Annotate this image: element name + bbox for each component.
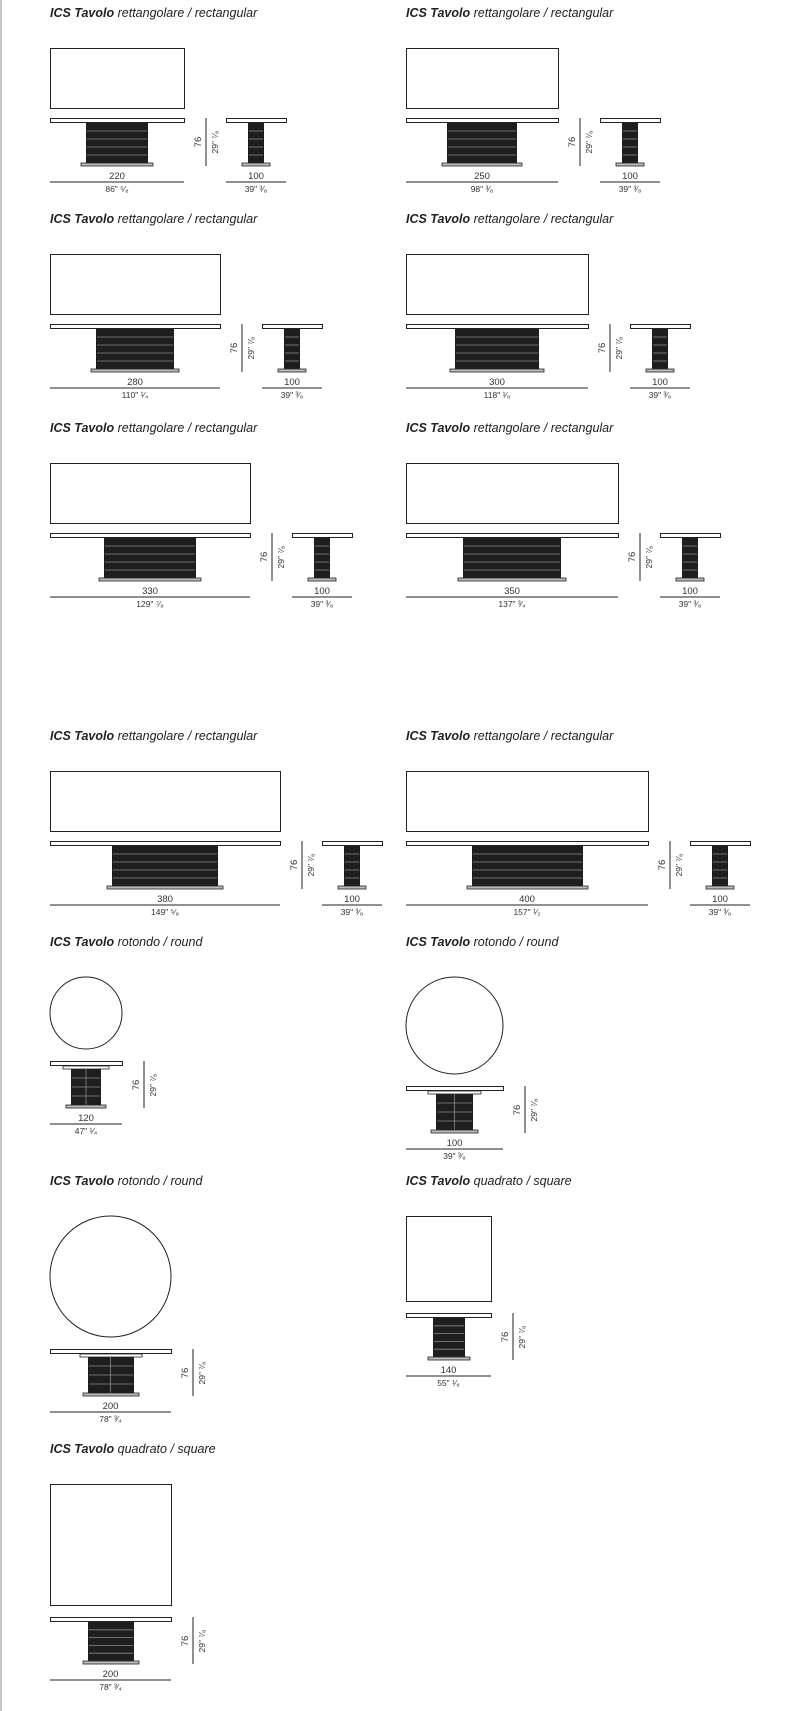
table-base-front xyxy=(86,123,148,163)
height-cm: 76 xyxy=(180,1635,191,1647)
table-base-front xyxy=(96,329,174,369)
table-top-plan xyxy=(51,49,185,109)
table-foot-front xyxy=(431,1130,478,1133)
table-base-front xyxy=(447,123,517,163)
height-cm: 76 xyxy=(193,136,204,148)
table-desc: rettangolare / rectangular xyxy=(117,421,258,435)
depth-cm: 100 xyxy=(622,171,638,182)
table-drawing xyxy=(50,28,324,198)
table-drawing xyxy=(50,234,360,404)
page-edge xyxy=(0,0,2,1711)
table-base-side xyxy=(652,329,668,369)
table-top-plan xyxy=(407,464,619,524)
height-cm: 76 xyxy=(597,342,608,354)
length-cm: 200 xyxy=(102,1401,119,1412)
table-foot-front xyxy=(428,1357,470,1360)
table-foot-side xyxy=(338,886,366,889)
height-in: 29" ⁷⁄₈ xyxy=(674,853,684,877)
height-in: 29" ⁷⁄₈ xyxy=(614,336,624,360)
table-top-front xyxy=(407,325,589,329)
table-desc: quadrato / square xyxy=(117,1442,216,1456)
table-desc: rotondo / round xyxy=(117,1174,203,1188)
depth-in: 39" ³⁄₈ xyxy=(678,599,702,609)
length-in: 149" ⁵⁄₈ xyxy=(150,907,180,917)
table-desc: rettangolare / rectangular xyxy=(473,421,614,435)
height-cm: 76 xyxy=(259,551,270,563)
table-top-front xyxy=(407,1087,504,1091)
table-drawing xyxy=(406,751,788,921)
depth-in: 39" ³⁄₈ xyxy=(244,184,268,194)
length-in: 78" ³⁄₄ xyxy=(99,1682,122,1692)
table-top-plan xyxy=(407,49,559,109)
table-base-side xyxy=(248,123,264,163)
height-cm: 76 xyxy=(289,859,300,871)
table-foot-front xyxy=(81,163,153,166)
table-title xyxy=(50,212,257,226)
table-drawing xyxy=(406,957,563,1174)
table-top-plan xyxy=(406,977,503,1074)
height-in: 29" ⁷⁄₈ xyxy=(210,130,220,154)
table-top-plan xyxy=(51,255,221,315)
table-drawing xyxy=(406,443,758,613)
table-foot-front xyxy=(442,163,522,166)
depth-cm: 100 xyxy=(248,171,264,182)
height-in: 29" ⁷⁄₈ xyxy=(644,545,654,569)
table-drawing xyxy=(50,957,182,1149)
table-foot-front xyxy=(99,578,201,581)
height-in: 29" ⁷⁄₈ xyxy=(276,545,286,569)
table-base-side xyxy=(314,538,330,578)
table-name: ICS Tavolo xyxy=(50,421,115,435)
height-cm: 76 xyxy=(500,1331,511,1343)
table-top-side xyxy=(631,325,691,329)
table-top-plan xyxy=(407,255,589,315)
table-top-front xyxy=(407,534,619,538)
table-title xyxy=(50,1442,216,1456)
length-in: 110" ¹⁄₄ xyxy=(121,390,149,400)
table-top-plan xyxy=(51,772,281,832)
table-apron xyxy=(80,1354,142,1357)
table-name: ICS Tavolo xyxy=(50,935,115,949)
table-drawing xyxy=(406,1196,551,1401)
table-base-front xyxy=(104,538,196,578)
table-name: ICS Tavolo xyxy=(406,421,471,435)
height-in: 29" ⁷⁄₈ xyxy=(529,1098,539,1122)
table-base-side xyxy=(622,123,638,163)
table-title xyxy=(50,935,202,949)
table-name: ICS Tavolo xyxy=(50,6,115,20)
height-in: 29" ⁷⁄₈ xyxy=(584,130,594,154)
table-top-plan xyxy=(407,1217,492,1302)
table-base-front xyxy=(455,329,539,369)
table-title xyxy=(50,6,257,20)
table-top-side xyxy=(691,842,751,846)
table-base-side xyxy=(344,846,360,886)
table-title xyxy=(406,6,613,20)
depth-cm: 100 xyxy=(652,377,668,388)
table-apron xyxy=(428,1091,481,1094)
table-drawing xyxy=(50,1196,231,1437)
table-top-front xyxy=(407,1314,492,1318)
table-base-front xyxy=(112,846,218,886)
height-in: 29" ⁷⁄₈ xyxy=(148,1073,158,1097)
table-top-front xyxy=(51,534,251,538)
table-top-plan xyxy=(50,1216,171,1337)
table-base-side xyxy=(682,538,698,578)
length-in: 55" ¹⁄₈ xyxy=(437,1378,460,1388)
table-name: ICS Tavolo xyxy=(406,1174,471,1188)
table-name: ICS Tavolo xyxy=(406,6,471,20)
depth-cm: 100 xyxy=(284,377,300,388)
table-base-front xyxy=(463,538,561,578)
table-foot-front xyxy=(91,369,179,372)
table-name: ICS Tavolo xyxy=(50,212,115,226)
height-in: 29" ⁷⁄₈ xyxy=(306,853,316,877)
table-top-front xyxy=(51,119,185,123)
length-cm: 300 xyxy=(489,377,505,388)
length-in: 47" ¹⁄₄ xyxy=(74,1126,98,1136)
depth-in: 39" ³⁄₈ xyxy=(708,907,732,917)
table-foot-side xyxy=(646,369,674,372)
length-in: 137" ³⁄₄ xyxy=(498,599,526,609)
table-top-plan xyxy=(51,1485,172,1606)
height-cm: 76 xyxy=(229,342,240,354)
length-cm: 120 xyxy=(78,1113,94,1124)
table-top-front xyxy=(51,1618,172,1622)
table-foot-front xyxy=(458,578,566,581)
table-top-plan xyxy=(50,977,122,1049)
depth-in: 39" ³⁄₈ xyxy=(340,907,364,917)
table-foot-front xyxy=(83,1661,139,1664)
table-foot-front xyxy=(66,1105,106,1108)
height-cm: 76 xyxy=(657,859,668,871)
table-drawing xyxy=(406,28,698,198)
table-desc: rotondo / round xyxy=(117,935,203,949)
table-foot-side xyxy=(308,578,336,581)
table-top-side xyxy=(263,325,323,329)
table-name: ICS Tavolo xyxy=(50,1174,115,1188)
table-title xyxy=(406,1174,572,1188)
table-desc: rettangolare / rectangular xyxy=(473,212,614,226)
depth-in: 39" ³⁄₈ xyxy=(280,390,304,400)
height-in: 29" ⁷⁄₈ xyxy=(246,336,256,360)
table-top-plan xyxy=(407,772,649,832)
height-in: 29" ⁷⁄₈ xyxy=(197,1361,207,1385)
length-cm: 330 xyxy=(142,586,158,597)
table-drawing xyxy=(50,751,420,921)
table-desc: rettangolare / rectangular xyxy=(473,729,614,743)
table-top-front xyxy=(407,842,649,846)
table-top-side xyxy=(661,534,721,538)
length-cm: 250 xyxy=(474,171,490,182)
length-in: 98" ³⁄₈ xyxy=(470,184,494,194)
table-base-side xyxy=(284,329,300,369)
table-title xyxy=(406,935,558,949)
height-cm: 76 xyxy=(180,1367,191,1379)
table-foot-front xyxy=(83,1393,139,1396)
table-top-side xyxy=(227,119,287,123)
length-in: 78" ³⁄₄ xyxy=(99,1414,122,1424)
length-cm: 200 xyxy=(102,1669,119,1680)
table-desc: rettangolare / rectangular xyxy=(473,6,614,20)
height-in: 29" ⁷⁄₈ xyxy=(517,1325,527,1349)
table-title xyxy=(406,421,613,435)
depth-cm: 100 xyxy=(712,894,728,905)
table-top-side xyxy=(293,534,353,538)
table-foot-side xyxy=(706,886,734,889)
length-cm: 140 xyxy=(440,1365,457,1376)
length-cm: 380 xyxy=(157,894,173,905)
height-cm: 76 xyxy=(567,136,578,148)
table-drawing xyxy=(50,443,390,613)
table-top-front xyxy=(51,842,281,846)
table-foot-front xyxy=(467,886,588,889)
table-drawing xyxy=(406,234,728,404)
table-top-front xyxy=(407,119,559,123)
table-desc: rettangolare / rectangular xyxy=(117,729,258,743)
table-drawing xyxy=(50,1464,231,1705)
table-title xyxy=(406,729,613,743)
table-name: ICS Tavolo xyxy=(406,729,471,743)
table-foot-side xyxy=(242,163,270,166)
length-cm: 220 xyxy=(109,171,125,182)
length-cm: 350 xyxy=(504,586,520,597)
depth-cm: 100 xyxy=(344,894,360,905)
table-base-front xyxy=(433,1318,465,1357)
table-desc: rotondo / round xyxy=(473,935,559,949)
table-desc: quadrato / square xyxy=(473,1174,572,1188)
depth-in: 39" ³⁄₈ xyxy=(310,599,334,609)
table-apron xyxy=(63,1066,109,1069)
table-top-plan xyxy=(51,464,251,524)
depth-cm: 100 xyxy=(682,586,698,597)
table-foot-side xyxy=(616,163,644,166)
table-desc: rettangolare / rectangular xyxy=(117,6,258,20)
table-name: ICS Tavolo xyxy=(50,1442,115,1456)
length-in: 86" ⁵⁄₈ xyxy=(105,184,129,194)
depth-in: 39" ³⁄₈ xyxy=(648,390,672,400)
table-foot-side xyxy=(676,578,704,581)
table-top-side xyxy=(601,119,661,123)
depth-cm: 100 xyxy=(314,586,330,597)
table-title xyxy=(50,729,257,743)
table-base-front xyxy=(472,846,583,886)
table-base-side xyxy=(712,846,728,886)
depth-in: 39" ³⁄₈ xyxy=(618,184,642,194)
table-top-front xyxy=(51,325,221,329)
length-in: 129" ⁷⁄₈ xyxy=(136,599,164,609)
table-name: ICS Tavolo xyxy=(50,729,115,743)
length-in: 157" ¹⁄₂ xyxy=(513,907,541,917)
table-foot-front xyxy=(107,886,223,889)
height-cm: 76 xyxy=(627,551,638,563)
table-base-front xyxy=(88,1622,134,1661)
length-in: 39" ³⁄₈ xyxy=(443,1151,466,1161)
table-title xyxy=(50,421,257,435)
length-cm: 280 xyxy=(127,377,143,388)
length-cm: 400 xyxy=(519,894,535,905)
table-foot-front xyxy=(450,369,544,372)
table-top-front xyxy=(51,1062,123,1066)
length-cm: 100 xyxy=(446,1138,463,1149)
height-in: 29" ⁷⁄₈ xyxy=(197,1629,207,1653)
height-cm: 76 xyxy=(131,1079,142,1091)
table-desc: rettangolare / rectangular xyxy=(117,212,258,226)
height-cm: 76 xyxy=(512,1104,523,1116)
table-name: ICS Tavolo xyxy=(406,935,471,949)
table-foot-side xyxy=(278,369,306,372)
table-name: ICS Tavolo xyxy=(406,212,471,226)
length-in: 118" ¹⁄₈ xyxy=(483,390,511,400)
table-top-side xyxy=(323,842,383,846)
table-title xyxy=(50,1174,202,1188)
table-top-front xyxy=(51,1350,172,1354)
table-title xyxy=(406,212,613,226)
